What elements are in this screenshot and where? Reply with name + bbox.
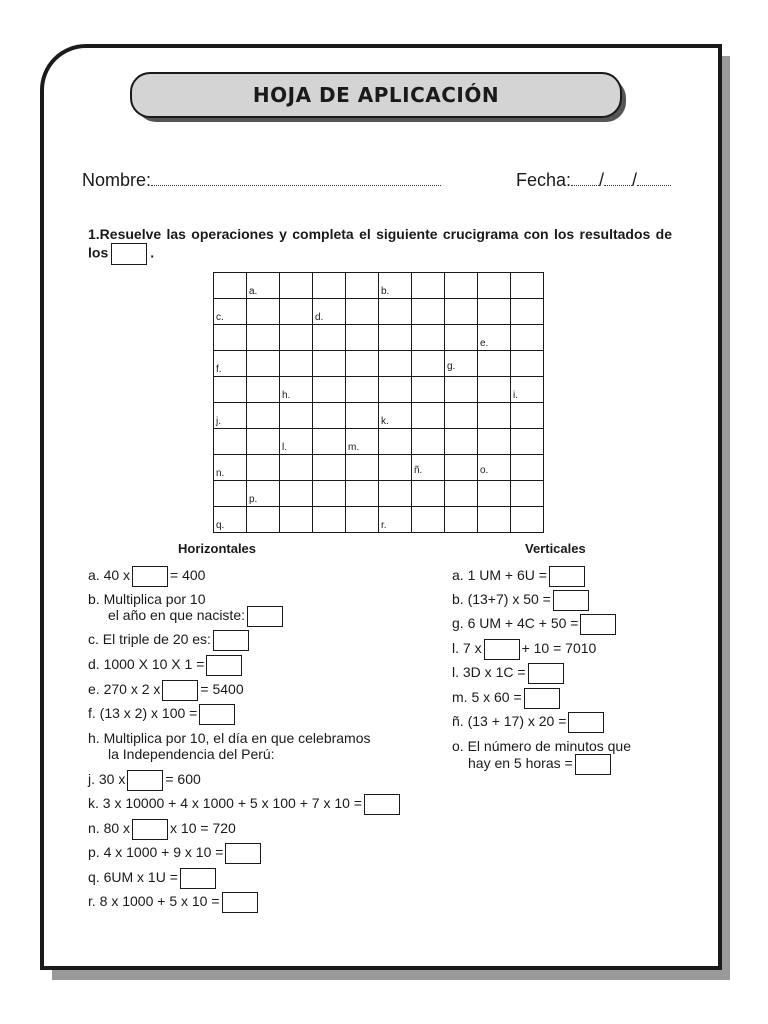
cell-label: g. bbox=[447, 361, 456, 372]
crossword-cell[interactable] bbox=[247, 325, 280, 351]
answer-box[interactable] bbox=[206, 655, 242, 676]
cell-label: p. bbox=[249, 494, 258, 505]
clue-h-k bbox=[88, 794, 402, 815]
crossword-cell[interactable] bbox=[379, 403, 412, 429]
clue-text: j. 30 x bbox=[88, 771, 126, 788]
crossword-cell[interactable] bbox=[511, 481, 544, 507]
clue-v-a bbox=[452, 566, 587, 587]
crossword-cell[interactable] bbox=[511, 377, 544, 403]
crossword-cell[interactable] bbox=[478, 481, 511, 507]
answer-box[interactable] bbox=[528, 663, 564, 684]
instruction-end: . bbox=[150, 244, 155, 261]
fecha-separator: / bbox=[632, 170, 638, 190]
crossword-cell[interactable] bbox=[346, 273, 379, 299]
crossword-cell[interactable] bbox=[478, 325, 511, 351]
crossword-cell[interactable] bbox=[313, 325, 346, 351]
crossword-cell[interactable] bbox=[478, 299, 511, 325]
clue-text: n. 80 x bbox=[88, 820, 131, 837]
crossword-cell[interactable] bbox=[412, 507, 445, 533]
clue-text: m. 5 x 60 = bbox=[452, 689, 522, 706]
fecha-year-field[interactable] bbox=[637, 171, 671, 186]
clue-v-n bbox=[452, 712, 606, 733]
crossword-cell[interactable] bbox=[280, 299, 313, 325]
clue-h-j bbox=[88, 770, 201, 791]
crossword-cell[interactable] bbox=[214, 455, 247, 481]
cell-label: c. bbox=[216, 312, 224, 323]
crossword-cell[interactable] bbox=[412, 299, 445, 325]
crossword-cell[interactable] bbox=[379, 377, 412, 403]
clue-text: h. Multiplica por 10, el día en que celebramos bbox=[88, 730, 371, 746]
crossword-cell[interactable] bbox=[247, 403, 280, 429]
crossword-cell[interactable] bbox=[445, 325, 478, 351]
clue-text: = 400 bbox=[170, 567, 206, 584]
crossword-cell[interactable] bbox=[379, 325, 412, 351]
crossword-row bbox=[214, 403, 544, 429]
crossword-cell[interactable] bbox=[280, 507, 313, 533]
fecha-row bbox=[516, 170, 671, 191]
clue-h-e bbox=[88, 680, 244, 701]
crossword-cell[interactable] bbox=[280, 273, 313, 299]
answer-box-sample bbox=[111, 243, 147, 265]
crossword-cell[interactable] bbox=[280, 429, 313, 455]
crossword-cell[interactable] bbox=[346, 299, 379, 325]
crossword-cell[interactable] bbox=[214, 429, 247, 455]
clue-text: k. 3 x 10000 + 4 x 1000 + 5 x 100 + 7 x 10 = bbox=[88, 795, 362, 812]
cell-label: i. bbox=[513, 390, 518, 401]
verticales-title: Verticales bbox=[525, 541, 586, 556]
crossword-cell[interactable] bbox=[280, 325, 313, 351]
cell-label: a. bbox=[249, 286, 258, 297]
answer-box[interactable] bbox=[484, 639, 520, 660]
crossword-cell[interactable] bbox=[346, 481, 379, 507]
clue-text: g. 6 UM + 4C + 50 = bbox=[452, 615, 579, 632]
crossword-cell[interactable] bbox=[445, 507, 478, 533]
answer-box[interactable] bbox=[524, 688, 560, 709]
clue-text: b. Multiplica por 10 bbox=[88, 591, 206, 607]
crossword-cell[interactable] bbox=[346, 429, 379, 455]
crossword-row bbox=[214, 377, 544, 403]
crossword-cell[interactable] bbox=[280, 403, 313, 429]
crossword-cell[interactable] bbox=[313, 403, 346, 429]
crossword-cell[interactable] bbox=[214, 377, 247, 403]
answer-box[interactable] bbox=[222, 892, 258, 913]
answer-box[interactable] bbox=[213, 630, 249, 651]
crossword-cell[interactable] bbox=[379, 455, 412, 481]
cell-label: b. bbox=[381, 286, 390, 297]
crossword-cell[interactable] bbox=[511, 273, 544, 299]
answer-box[interactable] bbox=[225, 843, 261, 864]
clue-text: a. 40 x bbox=[88, 567, 131, 584]
crossword-grid bbox=[213, 272, 544, 533]
crossword-cell[interactable] bbox=[247, 481, 280, 507]
crossword-cell[interactable] bbox=[445, 429, 478, 455]
crossword-cell[interactable] bbox=[379, 481, 412, 507]
answer-box[interactable] bbox=[132, 819, 168, 840]
crossword-cell[interactable] bbox=[412, 403, 445, 429]
cell-label: r. bbox=[381, 520, 387, 531]
clue-h-d bbox=[88, 655, 244, 676]
instruction bbox=[88, 226, 672, 265]
cell-label: q. bbox=[216, 520, 225, 531]
crossword-cell[interactable] bbox=[379, 507, 412, 533]
clue-text: e. 270 x 2 x bbox=[88, 681, 161, 698]
cell-label: n. bbox=[216, 468, 225, 479]
crossword-cell[interactable] bbox=[346, 351, 379, 377]
clue-text: c. El triple de 20 es: bbox=[88, 631, 211, 648]
clue-v-o bbox=[452, 738, 631, 755]
nombre-row bbox=[82, 170, 441, 191]
crossword-cell[interactable] bbox=[280, 455, 313, 481]
crossword-cell[interactable] bbox=[511, 299, 544, 325]
clue-text: ñ. (13 + 17) x 20 = bbox=[452, 713, 567, 730]
clue-v-l1 bbox=[452, 639, 596, 660]
clue-h-r bbox=[88, 892, 260, 913]
crossword-cell[interactable] bbox=[379, 299, 412, 325]
answer-box[interactable] bbox=[162, 680, 198, 701]
crossword-cell[interactable] bbox=[478, 455, 511, 481]
crossword-cell[interactable] bbox=[214, 299, 247, 325]
crossword-cell[interactable] bbox=[412, 455, 445, 481]
cell-label: ñ. bbox=[414, 465, 423, 476]
crossword-row bbox=[214, 429, 544, 455]
crossword-cell[interactable] bbox=[511, 325, 544, 351]
crossword-cell[interactable] bbox=[478, 507, 511, 533]
clue-text: hay en 5 horas = bbox=[468, 755, 573, 772]
crossword-cell[interactable] bbox=[247, 377, 280, 403]
cell-label: o. bbox=[480, 465, 489, 476]
instruction-text: 1.Resuelve las operaciones y completa el siguiente crucigrama con los resultados de los bbox=[88, 226, 672, 261]
answer-box[interactable] bbox=[247, 606, 283, 627]
crossword-cell[interactable] bbox=[247, 299, 280, 325]
crossword-cell[interactable] bbox=[214, 507, 247, 533]
crossword-cell[interactable] bbox=[247, 273, 280, 299]
cell-label: k. bbox=[381, 416, 389, 427]
cell-label: d. bbox=[315, 312, 324, 323]
clue-text: a. 1 UM + 6U = bbox=[452, 567, 547, 584]
answer-box[interactable] bbox=[553, 590, 589, 611]
crossword-row bbox=[214, 299, 544, 325]
clue-text: q. 6UM x 1U = bbox=[88, 869, 178, 886]
crossword-cell[interactable] bbox=[280, 351, 313, 377]
answer-box[interactable] bbox=[549, 566, 585, 587]
answer-box[interactable] bbox=[127, 770, 163, 791]
page-title: HOJA DE APLICACIÓN bbox=[130, 72, 622, 118]
clue-text: = 600 bbox=[165, 771, 201, 788]
clue-h-c bbox=[88, 630, 251, 651]
fecha-label: Fecha: bbox=[516, 170, 572, 190]
crossword-cell[interactable] bbox=[247, 455, 280, 481]
clue-h-p bbox=[88, 843, 263, 864]
crossword-cell[interactable] bbox=[214, 481, 247, 507]
crossword-cell[interactable] bbox=[412, 325, 445, 351]
crossword-cell[interactable] bbox=[214, 325, 247, 351]
clue-h-a bbox=[88, 566, 205, 587]
crossword-cell[interactable] bbox=[412, 377, 445, 403]
crossword-cell[interactable] bbox=[412, 429, 445, 455]
clue-text: + 10 = 7010 bbox=[521, 640, 597, 657]
clue-text: r. 8 x 1000 + 5 x 10 = bbox=[88, 893, 220, 910]
crossword-cell[interactable] bbox=[280, 377, 313, 403]
crossword-cell[interactable] bbox=[445, 377, 478, 403]
crossword-cell[interactable] bbox=[445, 273, 478, 299]
crossword-cell[interactable] bbox=[379, 351, 412, 377]
crossword-cell[interactable] bbox=[412, 273, 445, 299]
crossword-cell[interactable] bbox=[313, 351, 346, 377]
crossword-cell[interactable] bbox=[478, 351, 511, 377]
clue-v-g bbox=[452, 614, 618, 635]
crossword-cell[interactable] bbox=[379, 429, 412, 455]
clue-text: b. (13+7) x 50 = bbox=[452, 591, 551, 608]
answer-box[interactable] bbox=[575, 754, 611, 775]
crossword-row bbox=[214, 351, 544, 377]
answer-box[interactable] bbox=[364, 794, 400, 815]
crossword-cell[interactable] bbox=[346, 325, 379, 351]
clue-text: l. 3D x 1C = bbox=[452, 664, 526, 681]
clue-v-l2 bbox=[452, 663, 566, 684]
crossword-cell[interactable] bbox=[412, 481, 445, 507]
crossword-cell[interactable] bbox=[445, 455, 478, 481]
crossword-cell[interactable] bbox=[445, 299, 478, 325]
clue-v-m bbox=[452, 688, 562, 709]
crossword-cell[interactable] bbox=[313, 273, 346, 299]
cell-label: j. bbox=[216, 416, 221, 427]
clue-text: p. 4 x 1000 + 9 x 10 = bbox=[88, 844, 224, 861]
answer-box[interactable] bbox=[132, 566, 168, 587]
crossword-row bbox=[214, 273, 544, 299]
clue-h-f bbox=[88, 704, 237, 725]
crossword-cell[interactable] bbox=[511, 403, 544, 429]
clue-h-h-line2 bbox=[108, 746, 275, 763]
answer-box[interactable] bbox=[580, 614, 616, 635]
nombre-label: Nombre: bbox=[82, 170, 152, 190]
clue-v-b bbox=[452, 590, 591, 611]
fecha-separator: / bbox=[599, 170, 605, 190]
crossword-cell[interactable] bbox=[214, 403, 247, 429]
crossword-cell[interactable] bbox=[478, 377, 511, 403]
crossword-cell[interactable] bbox=[379, 273, 412, 299]
answer-box[interactable] bbox=[199, 704, 235, 725]
crossword-cell[interactable] bbox=[313, 299, 346, 325]
clue-text: o. El número de minutos que bbox=[452, 738, 631, 754]
crossword-cell[interactable] bbox=[445, 403, 478, 429]
answer-box[interactable] bbox=[568, 712, 604, 733]
crossword-cell[interactable] bbox=[478, 429, 511, 455]
cell-label: h. bbox=[282, 390, 291, 401]
crossword-cell[interactable] bbox=[478, 273, 511, 299]
clue-h-b-line2 bbox=[108, 606, 285, 627]
crossword-cell[interactable] bbox=[313, 455, 346, 481]
crossword-cell[interactable] bbox=[247, 351, 280, 377]
crossword-cell[interactable] bbox=[412, 351, 445, 377]
cell-label: e. bbox=[480, 338, 489, 349]
nombre-field[interactable] bbox=[151, 171, 441, 186]
crossword-cell[interactable] bbox=[313, 377, 346, 403]
clue-h-h bbox=[88, 730, 371, 747]
clue-text: = 5400 bbox=[200, 681, 244, 698]
clue-h-n bbox=[88, 819, 236, 840]
crossword-cell[interactable] bbox=[214, 351, 247, 377]
clue-text: el año en que naciste: bbox=[108, 607, 245, 624]
crossword-cell[interactable] bbox=[346, 507, 379, 533]
fecha-month-field[interactable] bbox=[604, 171, 632, 186]
cell-label: l. bbox=[282, 442, 287, 453]
crossword-cell[interactable] bbox=[313, 429, 346, 455]
crossword-cell[interactable] bbox=[313, 507, 346, 533]
crossword-row bbox=[214, 455, 544, 481]
crossword-cell[interactable] bbox=[511, 507, 544, 533]
crossword-cell[interactable] bbox=[445, 481, 478, 507]
crossword-cell[interactable] bbox=[247, 429, 280, 455]
crossword-cell[interactable] bbox=[445, 351, 478, 377]
crossword-cell[interactable] bbox=[511, 455, 544, 481]
clue-text: x 10 = 720 bbox=[170, 820, 236, 837]
clue-text: l. 7 x bbox=[452, 640, 482, 657]
fecha-day-field[interactable] bbox=[571, 171, 599, 186]
crossword-cell[interactable] bbox=[511, 351, 544, 377]
cell-label: m. bbox=[348, 442, 360, 453]
clue-h-q bbox=[88, 868, 218, 889]
crossword-cell[interactable] bbox=[511, 429, 544, 455]
clue-text: la Independencia del Perú: bbox=[108, 746, 275, 762]
crossword-cell[interactable] bbox=[346, 403, 379, 429]
clue-text: f. (13 x 2) x 100 = bbox=[88, 705, 198, 722]
answer-box[interactable] bbox=[180, 868, 216, 889]
crossword-cell[interactable] bbox=[247, 507, 280, 533]
clue-v-o-line2 bbox=[468, 754, 613, 775]
crossword-cell[interactable] bbox=[346, 455, 379, 481]
clue-text: d. 1000 X 10 X 1 = bbox=[88, 656, 205, 673]
horizontales-title: Horizontales bbox=[178, 541, 257, 556]
crossword-row bbox=[214, 507, 544, 533]
crossword-cell[interactable] bbox=[478, 403, 511, 429]
cell-label: f. bbox=[216, 364, 222, 375]
crossword-cell[interactable] bbox=[346, 377, 379, 403]
crossword-cell[interactable] bbox=[280, 481, 313, 507]
crossword-cell[interactable] bbox=[313, 481, 346, 507]
crossword-cell[interactable] bbox=[214, 273, 247, 299]
crossword-row bbox=[214, 325, 544, 351]
crossword-row bbox=[214, 481, 544, 507]
